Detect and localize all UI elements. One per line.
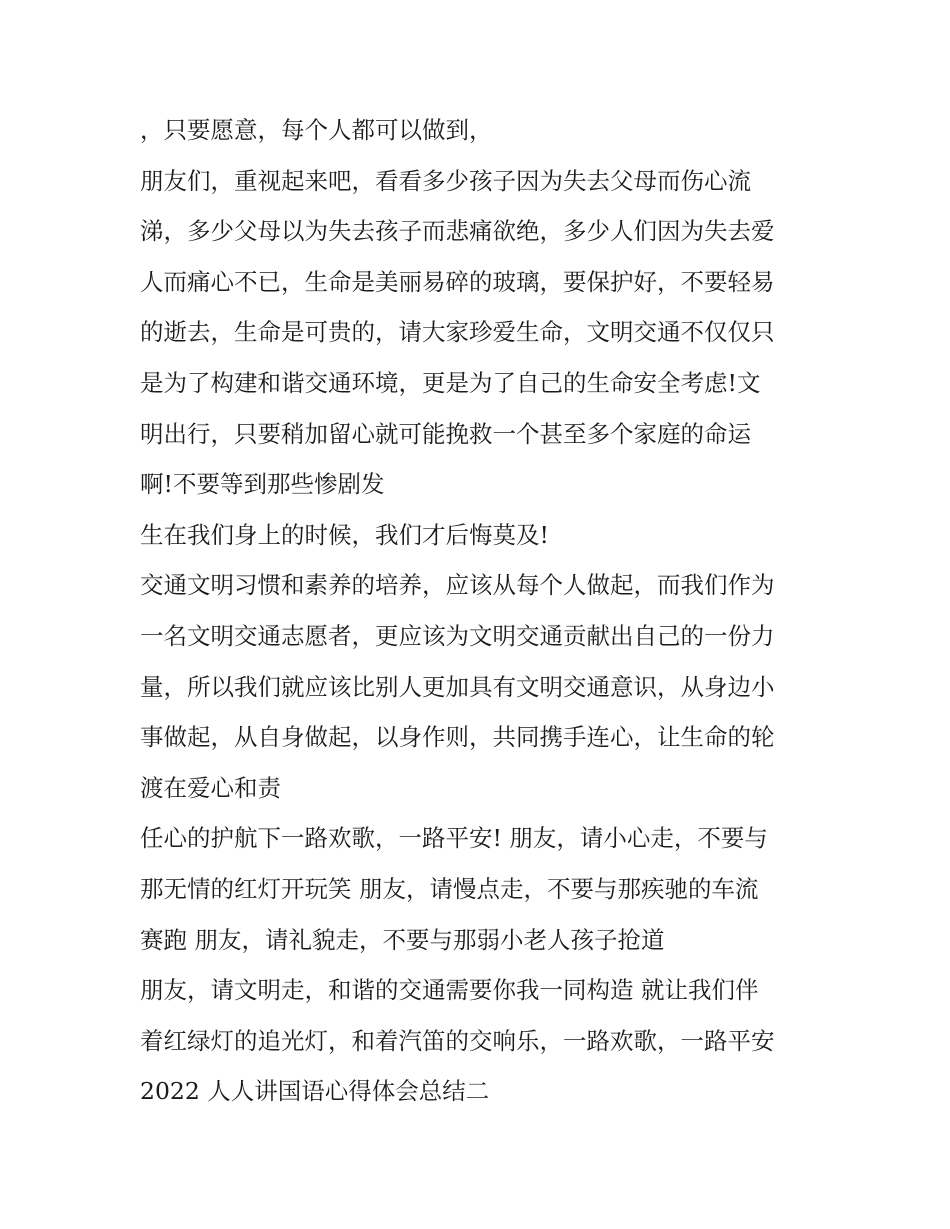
text-line: 任心的护航下一路欢歌，一路平安! 朋友，请小心走，不要与 <box>140 824 768 853</box>
text-line: 涕，多少父母以为失去孩子而悲痛欲绝，多少人们因为失去爱 <box>140 217 775 246</box>
text-line: 赛跑 朋友，请礼貌走，不要与那弱小老人孩子抢道 <box>140 925 665 954</box>
body-text <box>140 108 830 1120</box>
text-line: 是为了构建和谐交通环境，更是为了自己的生命安全考虑!文 <box>140 368 761 397</box>
text-line: 渡在爱心和责 <box>140 773 281 802</box>
text-line: 交通文明习惯和素养的培养，应该从每个人做起，而我们作为 <box>140 571 775 600</box>
text-line: 朋友们，重视起来吧，看看多少孩子因为失去父母而伤心流 <box>140 166 751 195</box>
text-line: ，只要愿意，每个人都可以做到， <box>140 116 493 144</box>
text-line: 生在我们身上的时候，我们才后悔莫及! <box>140 520 549 549</box>
text-line: 啊!不要等到那些惨剧发 <box>140 470 385 499</box>
text-line: 人而痛心不已，生命是美丽易碎的玻璃，要保护好，不要轻易 <box>140 267 775 296</box>
section-heading: 2022 人人讲国语心得体会总结二 <box>140 1077 490 1106</box>
text-line: 明出行，只要稍加留心就可能挽救一个甚至多个家庭的命运 <box>140 419 751 448</box>
text-line: 朋友，请文明走，和谐的交通需要你我一同构造 就让我们伴 <box>140 976 759 1005</box>
text-line: 一名文明交通志愿者，更应该为文明交通贡献出自己的一份力 <box>140 621 775 650</box>
text-line: 那无情的红灯开玩笑 朋友，请慢点走，不要与那疾驰的车流 <box>140 874 759 903</box>
text-line: 事做起，从自身做起，以身作则，共同携手连心，让生命的轮 <box>140 723 775 752</box>
text-line: 的逝去，生命是可贵的，请大家珍爱生命，文明交通不仅仅只 <box>140 318 775 347</box>
text-line: 着红绿灯的追光灯，和着汽笛的交响乐，一路欢歌，一路平安 <box>140 1026 775 1055</box>
text-line: 量，所以我们就应该比别人更加具有文明交通意识，从身边小 <box>140 672 775 701</box>
